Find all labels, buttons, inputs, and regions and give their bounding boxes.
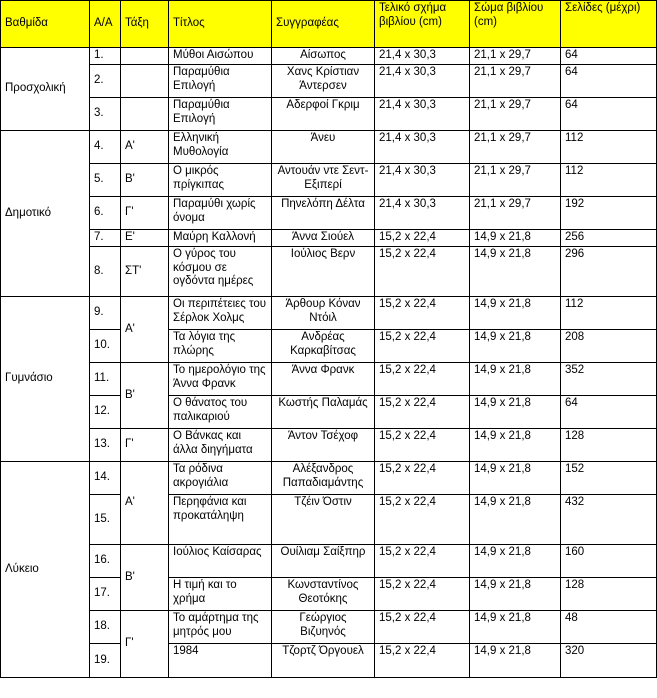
author-cell [271,246,375,297]
pages-cell [560,494,657,545]
body-size-cell-text: 21,1 x 29,7 [474,49,531,61]
title-cell-text: Παραμύθι χωρίς όνομα [173,198,256,224]
header-pages [560,0,657,48]
grade-cell [120,461,169,545]
body-size-cell [469,577,561,611]
final-size-cell [374,643,470,678]
final-size-cell [374,544,470,578]
title-cell [168,362,272,396]
final-size-cell-text: 15,2 x 22,4 [379,397,436,409]
author-cell-text: Ιούλιος Βερν [290,248,356,260]
title-cell [168,544,272,578]
body-size-cell [469,47,561,65]
final-size-cell-text: 15,2 x 22,4 [379,298,436,310]
final-size-cell-text: 15,2 x 22,4 [379,645,436,657]
row-number-cell [89,130,121,164]
body-size-cell-text: 14,9 x 21,8 [474,546,531,558]
pages-cell-text: 112 [565,132,584,144]
author-cell [271,461,375,495]
final-size-cell-text: 15,2 x 22,4 [379,463,436,475]
author-cell [271,395,375,429]
pages-cell [560,362,657,396]
pages-cell-text: 160 [565,546,585,558]
author-cell [271,97,375,131]
author-cell-text: Αλέξανδρος Παπαδιαμάντης [282,463,364,489]
grade-cell-text: Γ' [125,637,134,650]
pages-cell-text: 48 [565,612,578,624]
pages-cell-text: 208 [565,331,585,343]
title-cell [168,395,272,429]
stage-cell [0,461,90,678]
body-size-cell-text: 14,9 x 21,8 [474,397,531,409]
row-number-cell-text: 16. [94,554,110,567]
final-size-cell [374,97,470,131]
row-number-cell-text: 13. [94,438,110,451]
body-size-cell-text: 21,1 x 29,7 [474,198,531,210]
body-size-cell-text: 21,1 x 29,7 [474,99,531,111]
grade-cell-empty [120,97,169,131]
title-cell [168,296,272,330]
author-cell-text: Άρθουρ Κόναν Ντόιλ [285,298,361,324]
final-size-cell [374,130,470,164]
row-number-cell [89,643,121,678]
pages-cell [560,296,657,330]
body-size-cell-text: 21,1 x 29,7 [474,165,531,177]
title-cell [168,610,272,644]
header-body-size [469,0,561,48]
title-cell-text: 1984 [173,645,199,657]
body-size-cell-text: 14,9 x 21,8 [474,612,531,624]
pages-cell-text: 64 [565,99,578,111]
grade-cell [120,246,169,297]
pages-cell-text: 192 [565,198,585,210]
row-number-cell-text: 2. [94,74,104,87]
row-number-cell [89,163,121,197]
grade-cell [120,296,169,363]
final-size-cell-text: 21,4 x 30,3 [379,165,436,177]
author-cell-text: Άννα Φρανκ [291,364,355,376]
final-size-cell [374,362,470,396]
final-size-cell-text: 21,4 x 30,3 [379,66,436,78]
final-size-cell [374,229,470,247]
final-size-cell [374,577,470,611]
title-cell-text: Παραμύθια Επιλογή [173,99,230,125]
header-grade-text: Τάξη [125,17,149,30]
stage-cell-text: Γυμνάσιο [5,372,53,385]
header-number-text: Α/Α [94,17,113,30]
row-number-cell-text: 9. [94,306,104,319]
header-title [168,0,272,48]
pages-cell-text: 432 [565,496,585,508]
row-number-cell-text: 11. [94,372,110,385]
title-cell-text: Τα λόγια της πλώρης [173,331,236,357]
body-size-cell [469,329,561,363]
pages-cell [560,395,657,429]
title-cell [168,494,272,545]
pages-cell-text: 128 [565,430,585,442]
grade-cell-text: Β' [125,570,135,583]
title-cell-text: Ο θάνατος του παλικαριού [173,397,248,423]
row-number-cell-text: 8. [94,264,104,277]
row-number-cell [89,229,121,247]
row-number-cell [89,296,121,330]
author-cell-text: Πηνελόπη Δέλτα [281,198,365,210]
title-cell [168,97,272,131]
title-cell [168,163,272,197]
title-cell-text: Ο Βάνκας και άλλα διηγήματα [173,430,253,456]
row-number-cell [89,577,121,611]
grade-cell-text: Α' [125,322,135,335]
author-cell [271,362,375,396]
row-number-cell [89,395,121,429]
final-size-cell-text: 15,2 x 22,4 [379,364,436,376]
pages-cell-text: 296 [565,248,585,260]
body-size-cell-text: 14,9 x 21,8 [474,430,531,442]
title-cell-text: Μαύρη Καλλονή [173,231,256,243]
row-number-cell-text: 18. [94,620,110,633]
author-cell [271,544,375,578]
pages-cell-text: 320 [565,645,585,657]
pages-cell [560,163,657,197]
author-cell [271,329,375,363]
author-cell [271,494,375,545]
author-cell [271,196,375,230]
grade-cell-text: Α' [125,140,135,153]
body-size-cell [469,461,561,495]
title-cell-text: Ο γύρος του κόσμου σε ογδόντα ημέρες [173,248,254,287]
row-number-cell-text: 5. [94,173,104,186]
pages-cell-text: 128 [565,579,585,591]
row-number-cell [89,47,121,65]
header-author [271,0,375,48]
title-cell [168,64,272,98]
title-cell [168,428,272,462]
final-size-cell [374,428,470,462]
final-size-cell-text: 15,2 x 22,4 [379,331,436,343]
final-size-cell-text: 15,2 x 22,4 [379,612,436,624]
grade-cell [120,130,169,164]
row-number-cell [89,610,121,644]
row-number-cell-text: 6. [94,206,104,219]
author-cell-text: Αίσωπος [300,49,346,61]
row-number-cell-text: 4. [94,140,104,153]
final-size-cell [374,196,470,230]
pages-cell [560,229,657,247]
body-size-cell [469,296,561,330]
author-cell [271,643,375,678]
title-cell [168,130,272,164]
final-size-cell [374,494,470,545]
pages-cell [560,47,657,65]
final-size-cell-text: 15,2 x 22,4 [379,248,436,260]
pages-cell [560,97,657,131]
pages-cell-text: 64 [565,397,578,409]
pages-cell [560,64,657,98]
row-number-cell [89,494,121,545]
title-cell-text: Μύθοι Αισώπου [173,49,254,61]
pages-cell [560,461,657,495]
author-cell-text: Τζορτζ Όργουελ [282,645,364,657]
final-size-cell [374,395,470,429]
author-cell [271,296,375,330]
stage-cell [0,296,90,462]
grade-cell [120,362,169,429]
pages-cell [560,196,657,230]
row-number-cell-text: 1. [94,49,104,62]
row-number-cell-text: 12. [94,405,110,418]
stage-cell-text: Δημοτικό [5,206,52,219]
author-cell-text: Ουίλιαμ Σαίξπηρ [280,546,366,558]
author-cell-text: Ανδρέας Καρκαβίτσας [290,331,356,357]
title-cell [168,461,272,495]
header-pages-text: Σελίδες (μέχρι) [565,2,641,14]
grade-cell [120,196,169,230]
row-number-cell [89,362,121,396]
body-size-cell-text: 14,9 x 21,8 [474,248,531,260]
body-size-cell [469,64,561,98]
title-cell [168,643,272,678]
final-size-cell-text: 21,4 x 30,3 [379,49,436,61]
row-number-cell-text: 7. [94,231,104,244]
author-cell-text: Χανς Κρίστιαν Άντερσεν [286,66,360,92]
title-cell [168,577,272,611]
body-size-cell [469,130,561,164]
stage-cell [0,130,90,297]
row-number-cell [89,428,121,462]
author-cell-text: Άννα Σιούελ [291,231,355,243]
final-size-cell-text: 21,4 x 30,3 [379,99,436,111]
pages-cell-text: 352 [565,364,585,376]
stage-cell-text: Προσχολική [5,82,66,95]
final-size-cell-text: 21,4 x 30,3 [379,198,436,210]
final-size-cell-text: 15,2 x 22,4 [379,579,436,591]
final-size-cell [374,246,470,297]
body-size-cell [469,610,561,644]
author-cell-text: Άνευ [310,132,336,144]
pages-cell-text: 112 [565,165,584,177]
grade-cell [120,163,169,197]
row-number-cell [89,246,121,297]
body-size-cell-text: 14,9 x 21,8 [474,231,531,243]
grade-cell [120,229,169,247]
title-cell [168,329,272,363]
author-cell [271,47,375,65]
author-cell [271,64,375,98]
stage-cell [0,47,90,131]
pages-cell [560,577,657,611]
stage-cell-text: Λύκειο [5,562,39,575]
row-number-cell-text: 10. [94,339,110,352]
final-size-cell [374,329,470,363]
header-final-size [374,0,470,48]
grade-cell [120,428,169,462]
author-cell [271,130,375,164]
body-size-cell-text: 14,9 x 21,8 [474,645,531,657]
author-cell-text: Γεώργιος Βιζυηνός [299,612,347,638]
grade-cell-text: Β' [125,173,135,186]
final-size-cell [374,461,470,495]
pages-cell [560,428,657,462]
title-cell-text: Παραμύθια Επιλογή [173,66,230,92]
title-cell [168,47,272,65]
author-cell [271,428,375,462]
title-cell-text: Οι περιπέτειες του Σέρλοκ Χολμς [173,298,267,324]
pages-cell-text: 256 [565,231,585,243]
grade-cell-text: Ε' [125,231,135,244]
title-cell-text: Το αμάρτημα της μητρός μου [173,612,259,638]
body-size-cell-text: 14,9 x 21,8 [474,496,531,508]
author-cell-text: Κωνσταντίνος Θεοτόκης [287,579,359,605]
pages-cell [560,246,657,297]
body-size-cell [469,544,561,578]
author-cell [271,163,375,197]
grade-cell-text: Β' [125,388,135,401]
title-cell-text: Η τιμή και το χρήμα [173,579,237,605]
author-cell-text: Τζέιν Όστιν [294,496,352,508]
pages-cell [560,544,657,578]
author-cell [271,577,375,611]
pages-cell-text: 64 [565,49,578,61]
author-cell-text: Άντον Τσέχοφ [287,430,359,442]
title-cell [168,229,272,247]
final-size-cell-text: 15,2 x 22,4 [379,430,436,442]
author-cell-text: Κωστής Παλαμάς [278,397,368,409]
header-grade [120,0,169,48]
final-size-cell [374,610,470,644]
grade-cell-empty [120,64,169,98]
title-cell [168,246,272,297]
pages-cell [560,610,657,644]
author-cell [271,610,375,644]
author-cell-text: Αδερφοί Γκριμ [286,99,360,111]
header-body-size-text: Σώμα βιβλίου (cm) [474,2,544,28]
grade-cell-text: Γ' [125,206,134,219]
header-stage [0,0,90,48]
final-size-cell-text: 15,2 x 22,4 [379,546,436,558]
grade-cell [120,610,169,678]
title-cell-text: Περηφάνια και προκατάληψη [173,496,247,522]
grade-cell-empty [120,47,169,65]
title-cell-text: Ο μικρός πρίγκιπας [173,165,225,191]
row-number-cell [89,64,121,98]
body-size-cell-text: 14,9 x 21,8 [474,298,531,310]
body-size-cell-text: 21,1 x 29,7 [474,132,531,144]
header-stage-text: Βαθμίδα [5,17,48,30]
pages-cell-text: 152 [565,463,585,475]
body-size-cell [469,229,561,247]
pages-cell [560,643,657,678]
title-cell-text: Τα ρόδινα ακρογιάλια [173,463,229,489]
final-size-cell-text: 21,4 x 30,3 [379,132,436,144]
header-number [89,0,121,48]
row-number-cell-text: 15. [94,512,110,525]
body-size-cell [469,196,561,230]
body-size-cell-text: 14,9 x 21,8 [474,364,531,376]
grade-cell-text: Α' [125,496,135,509]
title-cell-text: Ιούλιος Καίσαρας [173,546,262,558]
body-size-cell [469,362,561,396]
pages-cell [560,130,657,164]
body-size-cell [469,163,561,197]
final-size-cell-text: 15,2 x 22,4 [379,496,436,508]
body-size-cell-text: 14,9 x 21,8 [474,331,531,343]
title-cell [168,196,272,230]
pages-cell-text: 64 [565,66,578,78]
row-number-cell-text: 3. [94,107,104,120]
body-size-cell [469,246,561,297]
body-size-cell-text: 21,1 x 29,7 [474,66,531,78]
row-number-cell-text: 14. [94,471,110,484]
author-cell-text: Αντουάν ντε Σεντ- Εξιπερί [277,165,369,191]
body-size-cell [469,643,561,678]
final-size-cell [374,64,470,98]
author-cell [271,229,375,247]
row-number-cell [89,544,121,578]
body-size-cell [469,97,561,131]
pages-cell [560,329,657,363]
title-cell-text: Το ημερολόγιο της Άννα Φρανκ [173,364,266,390]
final-size-cell [374,163,470,197]
header-title-text: Τίτλος [173,17,205,30]
pages-cell-text: 112 [565,298,584,310]
body-size-cell [469,428,561,462]
row-number-cell [89,97,121,131]
header-final-size-text: Τελικό σχήμα βιβλίου (cm) [379,2,447,28]
grade-cell-text: ΣΤ' [125,264,142,277]
grade-cell [120,544,169,611]
grade-cell-text: Γ' [125,438,134,451]
body-size-cell-text: 14,9 x 21,8 [474,463,531,475]
final-size-cell [374,296,470,330]
row-number-cell [89,196,121,230]
body-size-cell [469,395,561,429]
title-cell-text: Ελληνική Μυθολογία [173,132,229,158]
row-number-cell [89,329,121,363]
body-size-cell-text: 14,9 x 21,8 [474,579,531,591]
row-number-cell-text: 17. [94,587,110,600]
final-size-cell [374,47,470,65]
row-number-cell [89,461,121,495]
row-number-cell-text: 19. [94,653,110,666]
final-size-cell-text: 15,2 x 22,4 [379,231,436,243]
body-size-cell [469,494,561,545]
header-author-text: Συγγραφέας [276,17,339,30]
